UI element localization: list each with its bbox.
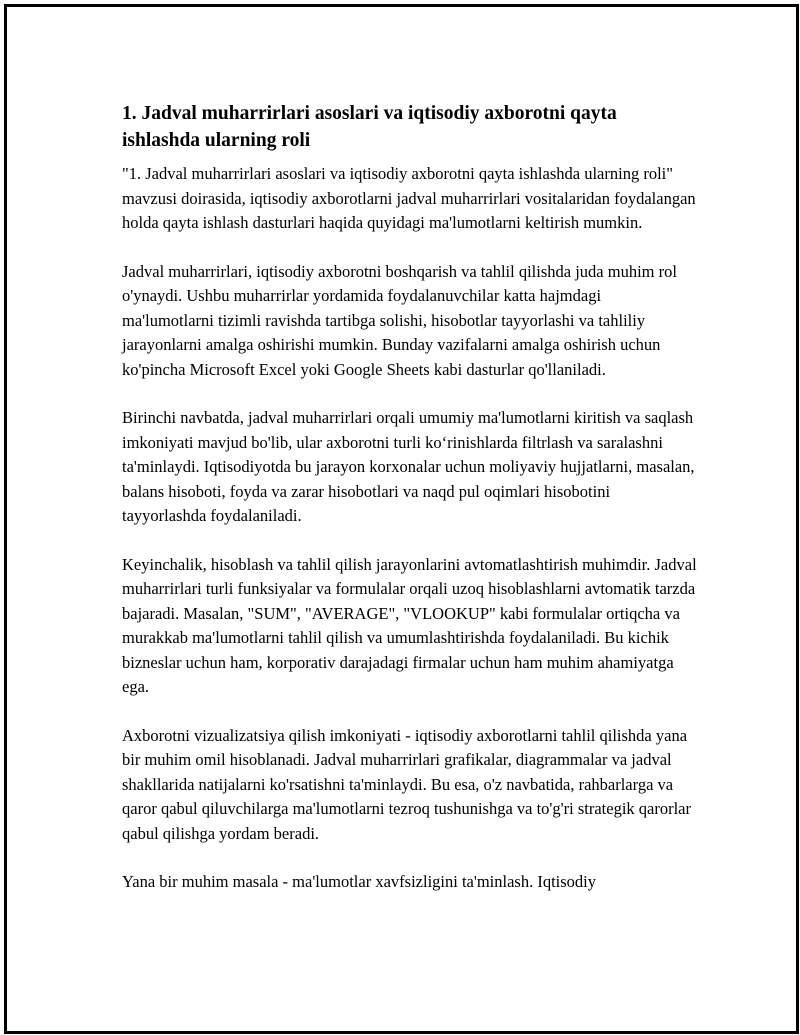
page-frame [4,4,799,1034]
paragraph: Keyinchalik, hisoblash va tahlil qilish jarayonlarini avtomatlashtirish muhimdir. Jadval muharrirlari turli funksiyalar va formulalar orqali uzoq hisoblashlarni avtomatik tarzda bajaradi. Masalan, "SUM", "AVERAGE", "VLOOKUP" kabi formulalar ortiqcha va murakkab ma'lumotlarni tahlil qilish va umumlashtirishda foydalaniladi. Bu kichik bizneslar uchun ham, korporativ darajadagi firmalar uchun ham muhim ahamiyatga ega. [122,554,697,696]
paragraph: Jadval muharrirlari, iqtisodiy axborotni boshqarish va tahlil qilishda juda muhim rol o'ynaydi. Ushbu muharrirlar yordamida foydalanuvchilar katta hajmdagi ma'lumotlarni tizimli ravishda tartibga solishi, hisobotlar tayyorlashi va tahliliy jarayonlarni amalga oshirishi mumkin. Bunday vazifalarni amalga oshirish uchun ko'pincha Microsoft Excel yoki Google Sheets kabi dasturlar qo'llaniladi. [122,261,677,379]
paragraph: "1. Jadval muharrirlari asoslari va iqtisodiy axborotni qayta ishlashda ularning roli" mavzusi doirasida, iqtisodiy axborotlarni jadval muharrirlari vositalaridan foydalangan holda qayta ishlash dasturlari haqida quyidagi ma'lumotlarni keltirish mumkin. [122,164,696,232]
paragraph: Birinchi navbatda, jadval muharrirlari orqali umumiy ma'lumotlarni kiritish va saqlash imkoniyati mavjud bo'lib, ular axborotni turli ko‘rinishlarda filtrlash va saralashni ta'minlaydi. Iqtisodiyotda bu jarayon korxonalar uchun moliyaviy hujjatlarni, masalan, balans hisoboti, foyda va zarar hisobotlari va naqd pul oqimlari hisobotini tayyorlashda foydalaniladi. [122,408,695,525]
document-body [122,100,697,919]
paragraph: Axborotni vizualizatsiya qilish imkoniyati - iqtisodiy axborotlarni tahlil qilishda yana bir muhim omil hisoblanadi. Jadval muharrirlari grafikalar, diagrammalar va jadval shakllarida natijalarni ko'rsatishni ta'minlaydi. Bu esa, o'z navbatida, rahbarlarga va qaror qabul qiluvchilarga ma'lumotlarni tezroq tushunishga va to'g'ri strategik qarorlar qabul qilishga yordam beradi. [122,725,691,843]
paragraph: Yana bir muhim masala - ma'lumotlar xavfsizligini ta'minlash. Iqtisodiy [122,872,596,891]
document-title: 1. Jadval muharrirlari asoslari va iqtisodiy axborotni qayta ishlashda ularning roli [122,103,617,151]
